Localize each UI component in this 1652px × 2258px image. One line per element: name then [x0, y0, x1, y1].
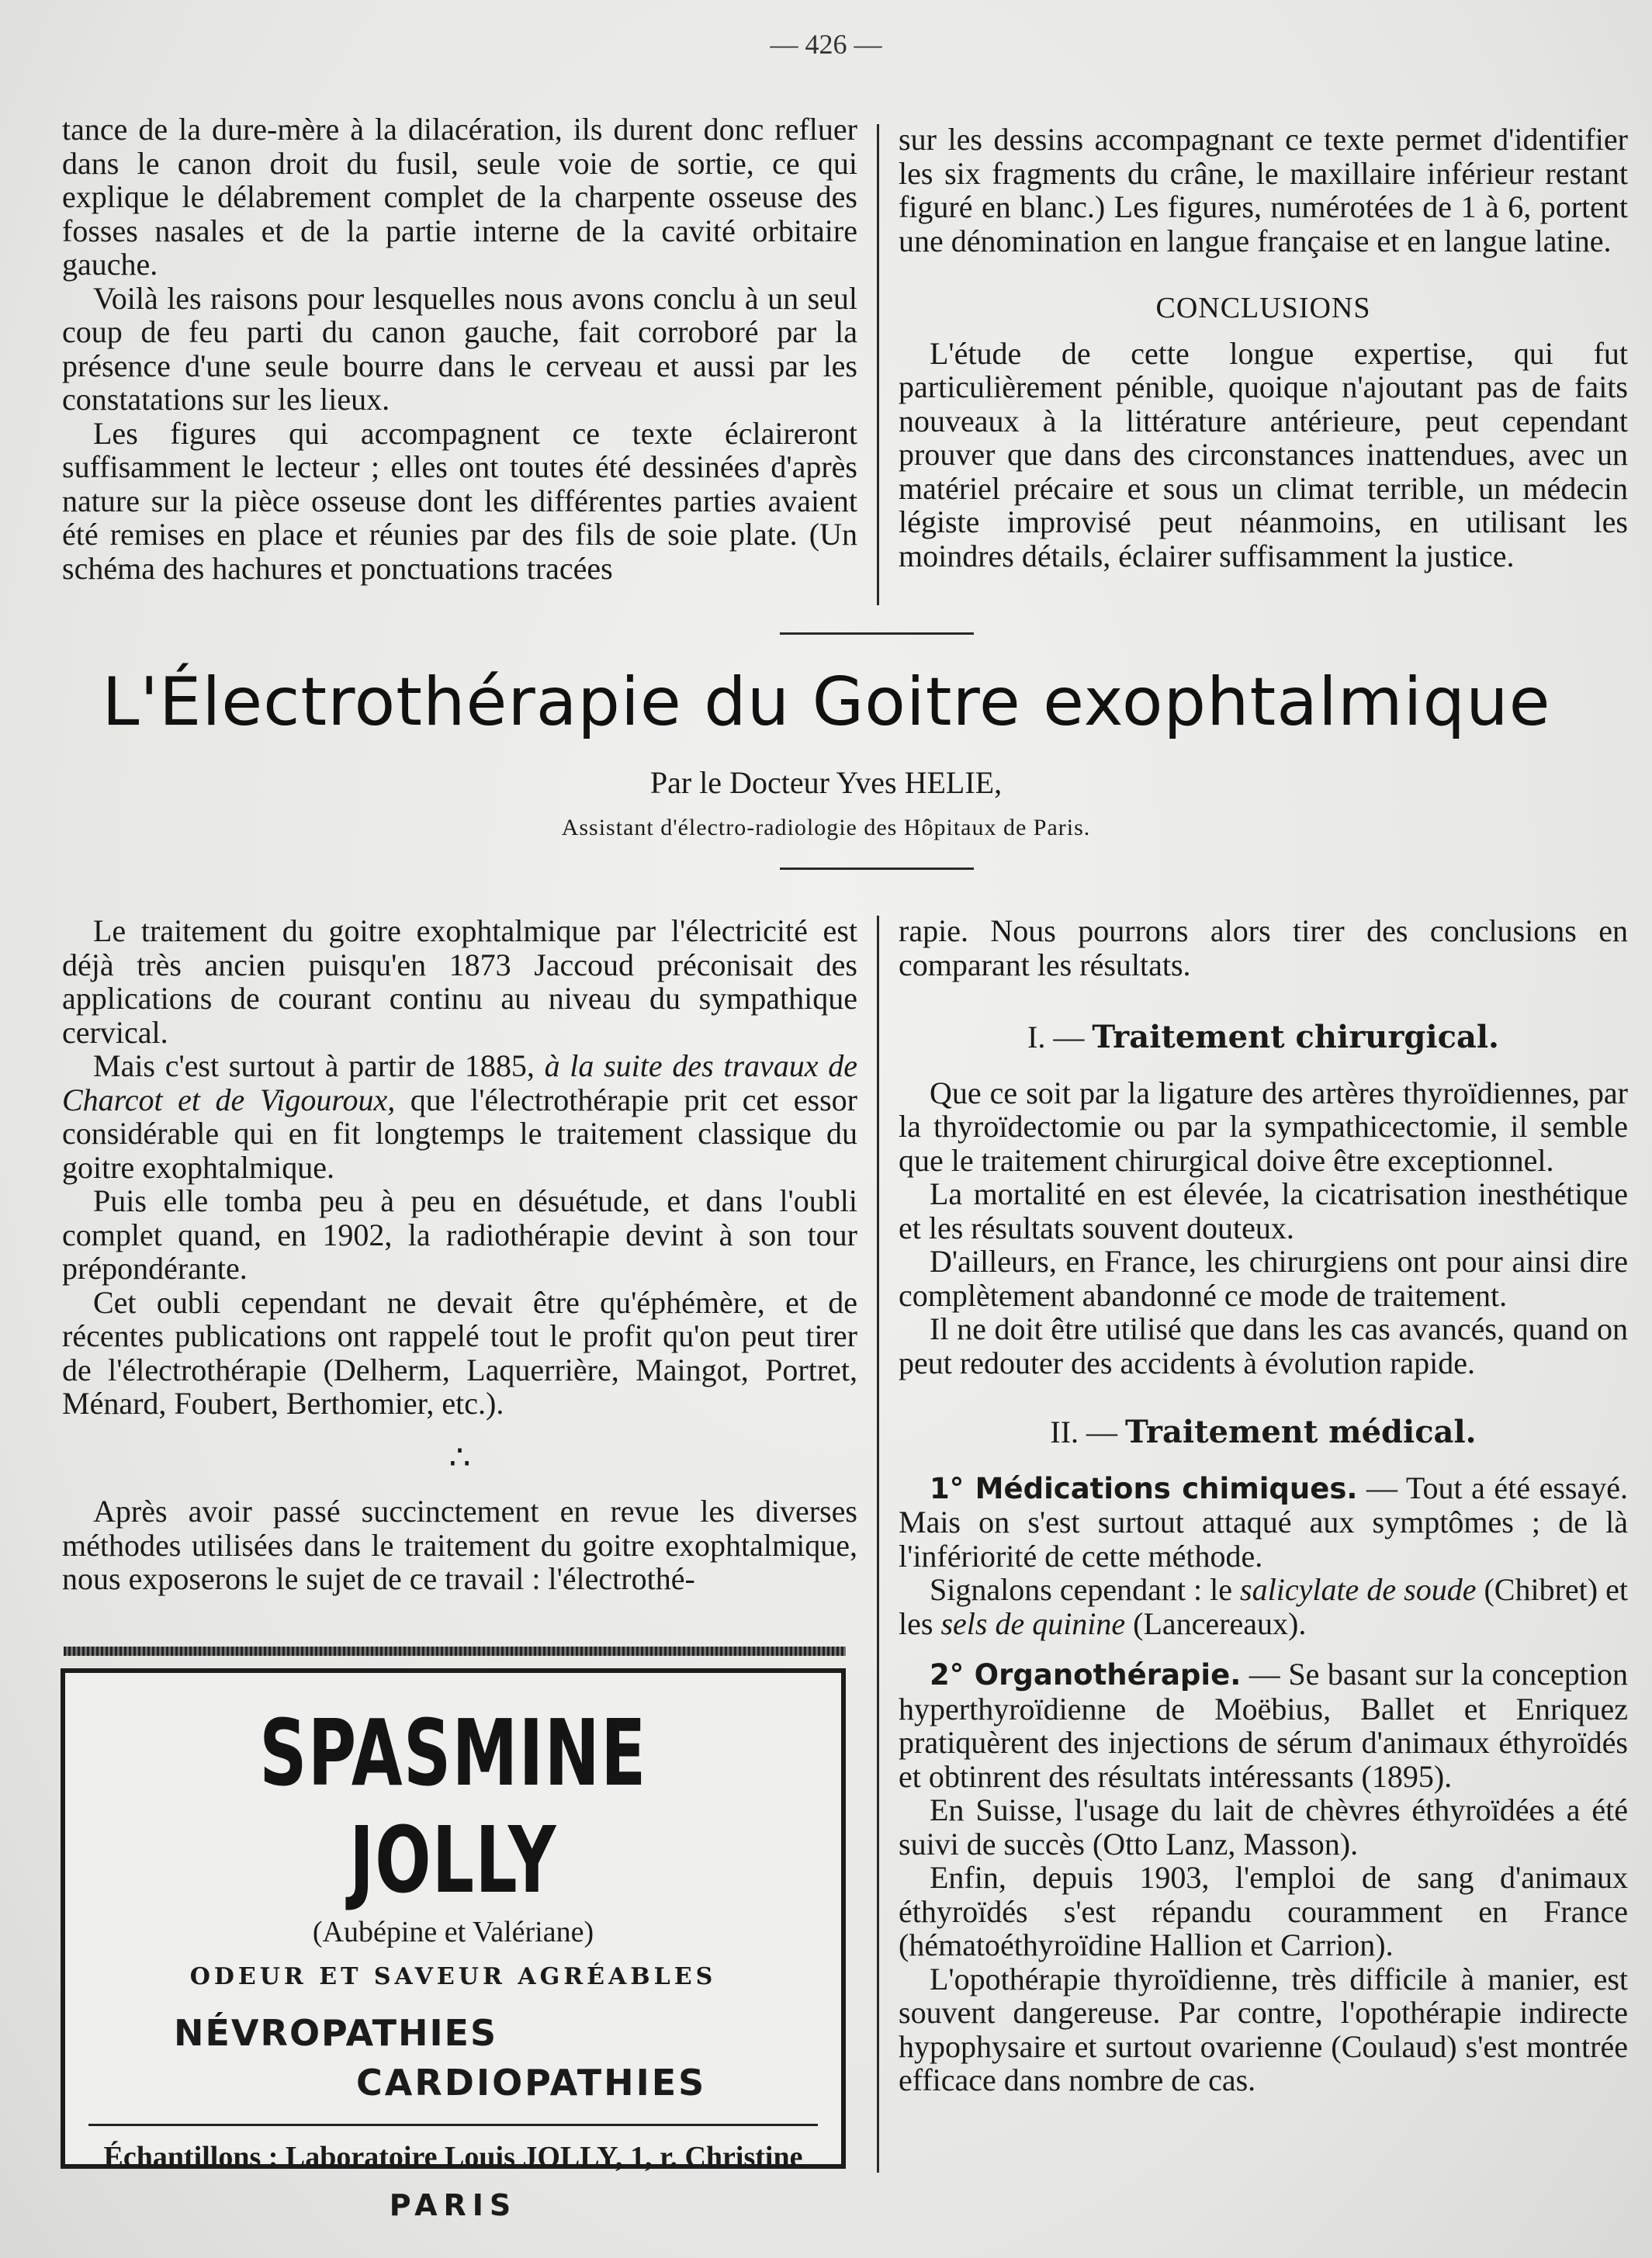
paragraph: Puis elle tomba peu à peu en désuétude, et dans l'oubli complet quand, en 1902, la radiothérapie devint à son tour prépondérante. [62, 1183, 857, 1286]
paragraph: Il ne doit être utilisé que dans les cas avancés, quand on peut redouter des accidents à évolution rapide. [899, 1311, 1628, 1380]
paragraph [62, 1049, 857, 1184]
text-run: que l'électrothérapie prit cet essor considérable qui en fit longtemps le traitement classique du goitre exophtalmique. [62, 1082, 857, 1185]
paragraph: La mortalité en est élevée, la cicatrisation inesthétique et les résultats souvent douteux. [899, 1176, 1628, 1245]
paragraph [899, 1471, 1628, 1574]
paragraph: Les figures qui accompagnent ce texte éclaireront suffisamment le lecteur ; elles ont toutes été dessinées d'après nature sur la pièce osseuse dont les différentes parties avaient été remises en place et réunies par des fils de soie plate. (Un schéma des hachures et ponctuations tracées [62, 415, 857, 586]
advert-subtitle: (Aubépine et Valériane) [312, 1916, 594, 1948]
paragraph: Voilà les raisons pour lesquelles nous avons conclu à un seul coup de feu parti du canon gauche, fait corroboré par la présence d'une seule bourre dans le cerveau et aussi par les constatations sur les lieux. [62, 280, 857, 417]
advert-tagline: ODEUR ET SAVEUR AGRÉABLES [189, 1963, 717, 1990]
paragraph: sur les dessins accompagnant ce texte permet d'identifier les six fragments du crâne, le maxillaire inférieur restant figuré en blanc.) Les figures, numérotées de 1 à 6, portent une dénomination en langue française et en langue latine. [899, 122, 1628, 258]
paragraph: rapie. Nous pourrons alors tirer des conclusions en comparant les résultats. [899, 913, 1628, 982]
advert-indication-1: NÉVROPATHIES [174, 2012, 498, 2054]
top-right-column [899, 123, 1628, 573]
body-right-column [899, 914, 1628, 2097]
section-title: Traitement chirurgical. [1092, 1019, 1499, 1055]
advert-divider [88, 2124, 818, 2126]
section-heading-surgical [899, 1020, 1628, 1055]
paragraph: Enfin, depuis 1903, l'emploi de sang d'animaux éthyroïdés s'est répandu couramment en France (hématoéthyroïdine Hallion et Carrion). [899, 1860, 1628, 1962]
text-run: (Chibret) et les [899, 1572, 1628, 1641]
text-run: — Se basant sur la conception hyperthyroïdienne de Moëbius, Ballet et Enriquez pratiquèrent des injections de sérum d'animaux éthyroïdés et obtinrent des résultats intéressants (1895). [899, 1657, 1628, 1794]
paragraph: L'opothérapie thyroïdienne, très difficile à manier, est souvent dangereuse. Par contre, l'opothérapie indirecte hypophysaire et surtout ovarienne (Coulaud) s'est montrée efficace dans nombre de cas. [899, 1961, 1628, 2097]
bold-lead: 2° Organothérapie. [930, 1658, 1242, 1692]
section-ornament: ∴ [448, 1438, 471, 1477]
paragraph [899, 1573, 1628, 1640]
paragraph: Après avoir passé succinctement en revue les diverses méthodes utilisées dans le traitement du goitre exophtalmique, nous exposerons le sujet de ce travail : l'électrothé- [62, 1494, 857, 1596]
body-left-column [62, 914, 857, 1596]
paragraph: Cet oubli cependant ne devait être qu'éphémère, et de récentes publications ont rappelé tout le profit qu'on peut tirer de l'électrothérapie (Delherm, Laquerrière, Maingot, Portret, Ménard, Foubert, Berthomier, etc.). [62, 1284, 857, 1421]
article-title: L'Électrothérapie du Goitre exophtalmique [102, 663, 1551, 741]
paragraph: En Suisse, l'usage du lait de chèvres éthyroïdées a été suivi de succès (Otto Lanz, Masson). [899, 1792, 1628, 1861]
italic-text: à la suite des travaux de Charcot et de Vigouroux, [62, 1048, 857, 1117]
paragraph [899, 1657, 1628, 1793]
advertisement-box [61, 1668, 846, 2222]
paragraph: Le traitement du goitre exophtalmique par l'électricité est déjà très ancien puisqu'en 1873 Jaccoud préconisait des applications de courant continu au niveau du sympathique cervical. [62, 913, 857, 1050]
byline: Par le Docteur Yves HELIE, [649, 765, 1003, 800]
italic-text: sels de quinine [940, 1605, 1126, 1641]
separator-rule [780, 868, 974, 870]
column-divider [877, 124, 879, 605]
advert-indication-2: CARDIOPATHIES [356, 2062, 707, 2104]
conclusions-heading: CONCLUSIONS [1155, 292, 1371, 324]
section-title: Traitement médical. [1125, 1414, 1477, 1450]
text-run: (Lancereaux). [1125, 1605, 1307, 1641]
advert-border-rule [64, 1647, 846, 1656]
text-run: — Tout a été essayé. Mais on s'est surtout attaqué aux symptômes ; de là l'infériorité de cette méthode. [899, 1470, 1628, 1574]
text-run: Mais c'est surtout à partir de 1885, [93, 1048, 545, 1083]
advert-samples-line: Échantillons : Laboratoire Louis JOLLY, 1, r. Christine [103, 2141, 803, 2173]
paragraph: L'étude de cette longue expertise, qui fut particulièrement pénible, quoique n'ajoutant pas de faits nouveaux à la littérature antérieure, peut cependant prouver que dans des circonstances inattendues, avec un matériel précaire et sous un climat terrible, un médecin légiste improvisé peut néanmoins, en utilisant les moindres détails, éclairer suffisamment la justice. [899, 335, 1628, 573]
advert-city: PARIS [389, 2188, 518, 2222]
section-heading-medical [899, 1415, 1628, 1449]
top-left-column [62, 113, 857, 585]
paragraph: tance de la dure-mère à la dilacération, ils durent donc refluer dans le canon droit du fusil, seule voie de sortie, ce qui explique le délabrement complet de la charpente osseuse des fosses nasales et de la partie interne de la cavité orbitaire gauche. [62, 112, 857, 282]
paragraph: Que ce soit par la ligature des artères thyroïdiennes, par la thyroïdectomie ou par la sympathicectomie, il semble que le traitement chirurgical doive être exceptionnel. [899, 1075, 1628, 1178]
italic-text: salicylate de soude [1240, 1572, 1477, 1607]
paragraph: D'ailleurs, en France, les chirurgiens ont pour ainsi dire complètement abandonné ce mode de traitement. [899, 1244, 1628, 1313]
bold-lead: 1° Médications chimiques. [930, 1471, 1358, 1505]
column-divider [877, 916, 879, 2173]
advert-product-name: SPASMINE JOLLY [259, 1699, 647, 1913]
text-run: Signalons cependant : le [930, 1572, 1241, 1607]
section-number: I. — [1027, 1020, 1093, 1055]
separator-rule [780, 632, 974, 635]
page-number: — 426 — [770, 29, 882, 60]
section-number: II. — [1050, 1415, 1126, 1449]
affiliation: Assistant d'électro-radiologie des Hôpitaux de Paris. [561, 815, 1091, 840]
